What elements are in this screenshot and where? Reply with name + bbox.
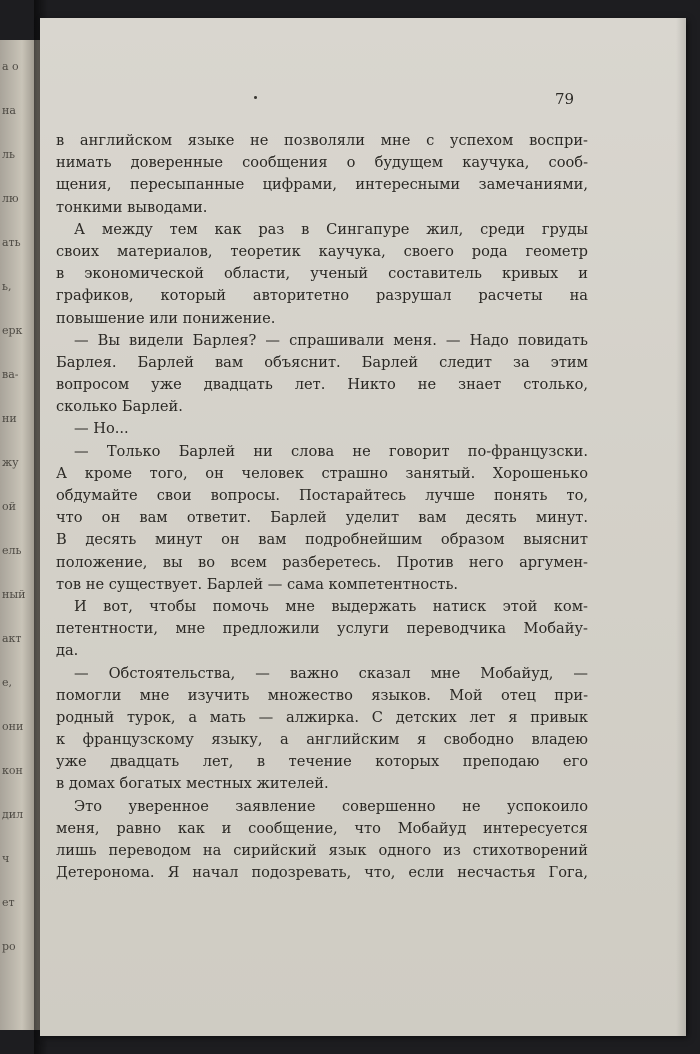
previous-page-text-fragment: ва-	[2, 368, 19, 381]
page-edge-shade	[676, 18, 686, 1036]
previous-page-text-fragment: ль	[2, 148, 15, 161]
previous-page-text-fragment: жу	[2, 456, 19, 469]
text-line: петентности, мне предложили услуги переводчика Мобайу-	[56, 620, 588, 638]
previous-page-text-fragment: ет	[2, 896, 15, 909]
text-line: меня, равно как и сообщение, что Мобайуд интересуется	[56, 819, 588, 837]
previous-page-text-fragment: ель	[2, 544, 22, 557]
text-line: обдумайте свои вопросы. Постарайтесь лучше понять то,	[56, 487, 588, 504]
text-line: что он вам ответит. Барлей уделит вам десять минут.	[56, 509, 588, 527]
text-line: в английском языке не позволяли мне с успехом воспри-	[56, 132, 588, 149]
text-line: лишь переводом на сирийский язык одного из стихотворений	[56, 842, 588, 859]
previous-page-text-fragment: лю	[2, 192, 19, 205]
previous-page-text-fragment: а о	[2, 60, 19, 73]
text-line: помогли мне изучить множество языков. Мой отец при-	[56, 686, 588, 704]
text-line: в домах богатых местных жителей.	[56, 775, 329, 793]
previous-page-text-fragment: ой	[2, 500, 16, 513]
previous-page-text-fragment: ать	[2, 236, 21, 249]
text-line: А между тем как раз в Сингапуре жил, среди груды	[74, 220, 588, 238]
text-line: В десять минут он вам подробнейшим образом выяснит	[56, 531, 588, 549]
previous-page-text-fragment: ч	[2, 852, 10, 865]
previous-page-text-fragment: ный	[2, 588, 26, 601]
print-speck	[254, 96, 257, 99]
previous-page-text-fragment: на	[2, 104, 16, 117]
text-line: — Но...	[74, 420, 129, 438]
text-line: родный турок, а мать — алжирка. С детских лет я привык	[56, 708, 588, 726]
text-line: — Вы видели Барлея? — спрашивали меня. — Надо повидать	[74, 331, 588, 349]
text-line: И вот, чтобы помочь мне выдержать натиск этой ком-	[74, 597, 588, 615]
previous-page-text-fragment: ро	[2, 940, 16, 953]
previous-page-text-fragment: ни	[2, 412, 17, 425]
text-line: уже двадцать лет, в течение которых преподаю его	[56, 753, 588, 771]
text-line: А кроме того, он человек страшно занятый. Хорошенько	[56, 464, 588, 482]
previous-page-text-fragment: ь,	[2, 280, 12, 293]
text-line: тонкими выводами.	[56, 198, 208, 216]
text-line: — Только Барлей ни слова не говорит по-французски.	[74, 442, 588, 460]
previous-page-text-fragment: кон	[2, 764, 23, 777]
previous-page-text-fragment: ерк	[2, 324, 23, 337]
text-line: графиков, который авторитетно разрушал расчеты на	[56, 287, 588, 305]
text-line: положение, вы во всем разберетесь. Против него аргумен-	[56, 553, 588, 571]
text-line: тов не существует. Барлей — сама компетентность.	[56, 575, 459, 593]
page-number: 79	[555, 90, 575, 108]
book-page	[40, 18, 686, 1036]
text-line: щения, пересыпанные цифрами, интересными замечаниями,	[56, 176, 588, 194]
previous-page-text-fragment: акт	[2, 632, 22, 645]
text-line: Это уверенное заявление совершенно не успокоило	[74, 797, 588, 815]
text-line: повышение или понижение.	[56, 309, 276, 327]
text-line: да.	[56, 642, 79, 660]
text-line: в экономической области, ученый составитель кривых и	[56, 265, 588, 283]
text-line: нимать доверенные сообщения о будущем каучука, сооб-	[56, 154, 588, 172]
text-line: к французскому языку, а английским я свободно владею	[56, 731, 588, 749]
page-body-text	[56, 130, 588, 884]
previous-page-text-fragment: они	[2, 720, 24, 733]
previous-page-text-fragment: е,	[2, 676, 13, 689]
text-line: сколько Барлей.	[56, 398, 183, 416]
text-line: своих материалов, теоретик каучука, своего рода геометр	[56, 242, 588, 260]
text-line: вопросом уже двадцать лет. Никто не знает столько,	[56, 376, 588, 394]
text-line: — Обстоятельства, — важно сказал мне Мобайуд, —	[74, 664, 588, 682]
text-line: Барлея. Барлей вам объяснит. Барлей следит за этим	[56, 353, 588, 371]
text-line: Детеронома. Я начал подозревать, что, если несчастья Гога,	[56, 864, 588, 882]
previous-page-text-fragment: дил	[2, 808, 24, 821]
